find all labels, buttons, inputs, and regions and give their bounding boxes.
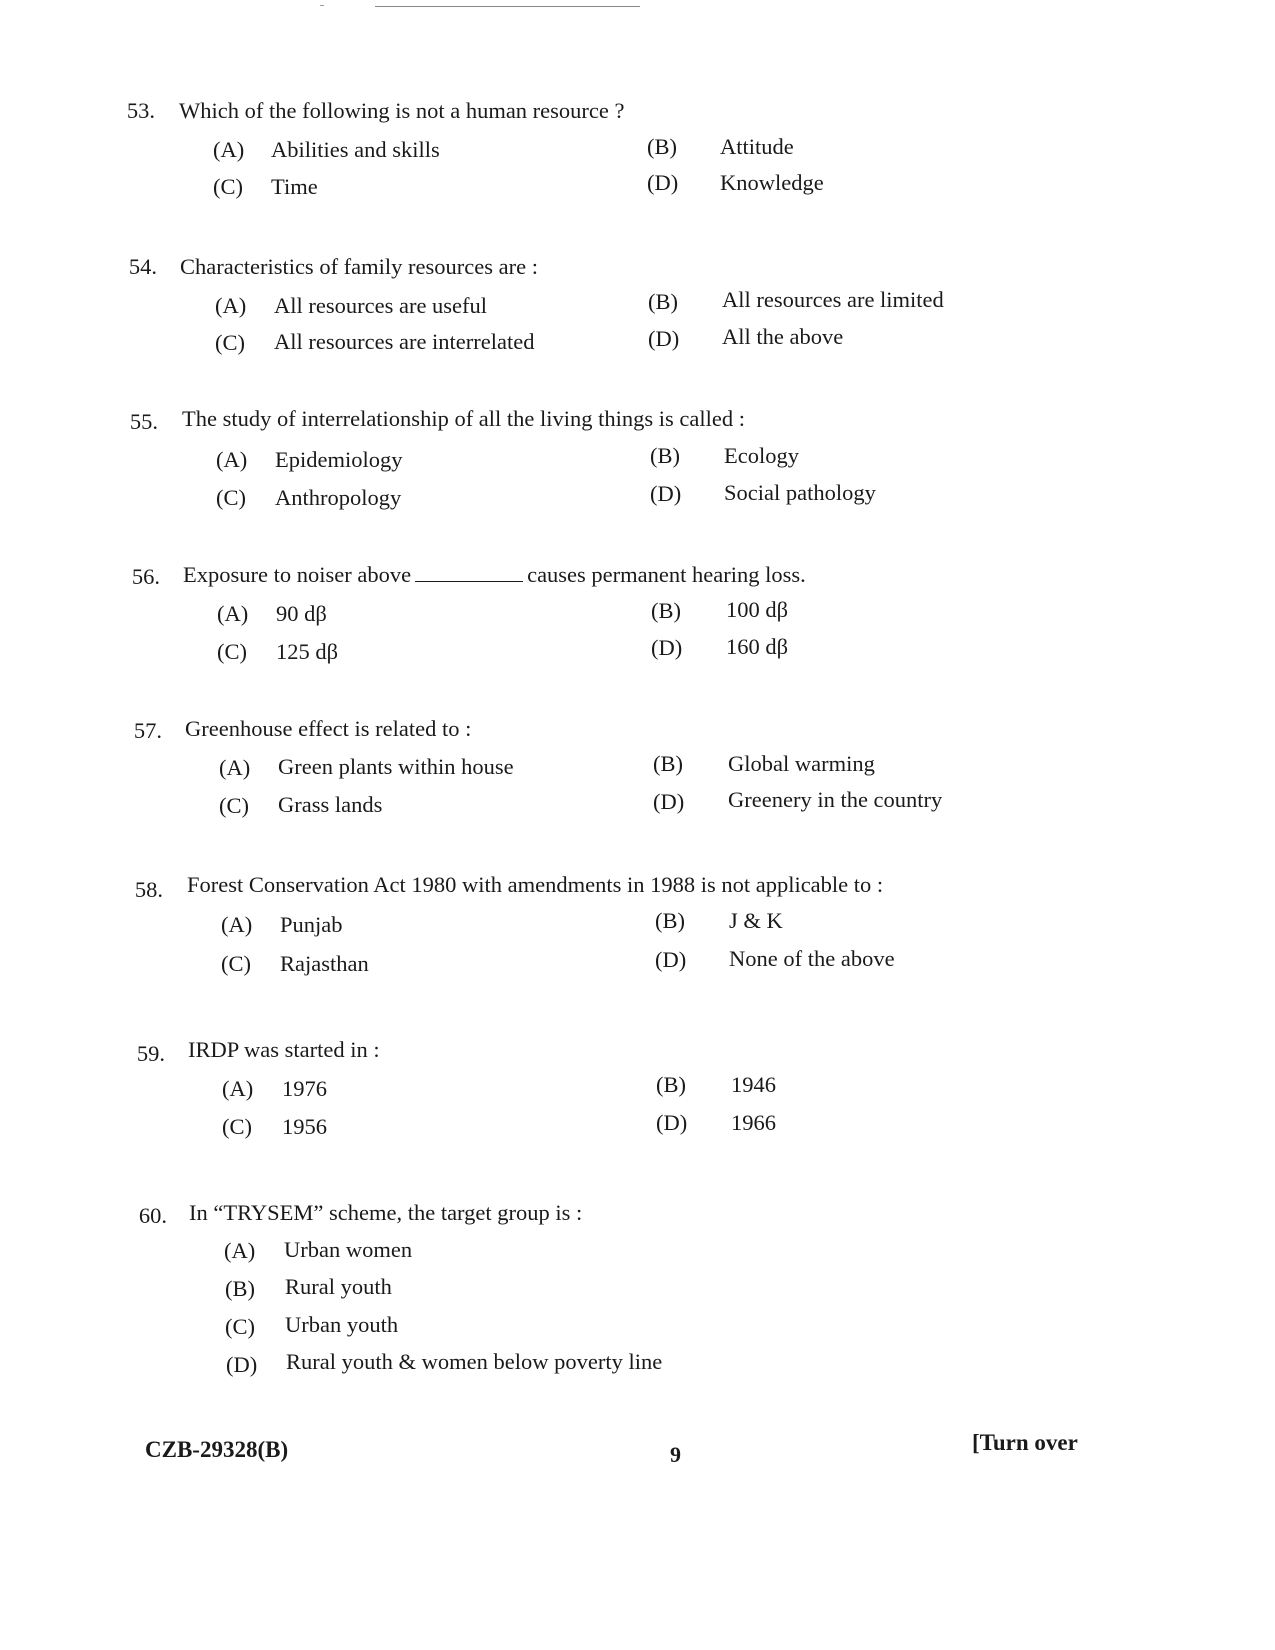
scan-mark bbox=[320, 5, 324, 6]
option-text-a: 90 dβ bbox=[276, 601, 327, 626]
question-number: 56. bbox=[131, 564, 160, 589]
question-number: 53. bbox=[126, 98, 155, 123]
question-text: The study of interrelationship of all the living things is called : bbox=[182, 406, 746, 431]
option-letter-b: (B) bbox=[656, 1072, 686, 1097]
option-letter-a: (A) bbox=[217, 601, 249, 626]
question-number: 55. bbox=[129, 409, 158, 434]
option-letter-c: (C) bbox=[217, 639, 247, 664]
question-text-after-blank: causes permanent hearing loss. bbox=[527, 562, 806, 587]
option-letter-a: (A) bbox=[222, 1076, 254, 1101]
question-text: IRDP was started in : bbox=[188, 1037, 380, 1062]
option-letter-c: (C) bbox=[222, 1114, 252, 1139]
option-text-d: Greenery in the country bbox=[728, 787, 943, 812]
option-text-b: 1946 bbox=[731, 1072, 776, 1097]
option-letter-b: (B) bbox=[648, 289, 678, 314]
option-text-b: J & K bbox=[729, 908, 783, 933]
paper-code: CZB-29328(B) bbox=[145, 1437, 289, 1462]
option-letter-d: (D) bbox=[647, 170, 679, 195]
option-letter-c: (C) bbox=[213, 174, 243, 199]
option-text-c: Urban youth bbox=[285, 1312, 399, 1337]
option-text-d: None of the above bbox=[729, 946, 895, 971]
question-number: 58. bbox=[134, 877, 163, 902]
option-text-d: Rural youth & women below poverty line bbox=[286, 1349, 663, 1374]
question-text: Forest Conservation Act 1980 with amendments in 1988 is not applicable to : bbox=[187, 872, 884, 897]
option-letter-d: (D) bbox=[655, 947, 687, 972]
option-text-d: 1966 bbox=[731, 1110, 776, 1135]
option-text-c: Grass lands bbox=[278, 792, 383, 817]
option-letter-a: (A) bbox=[224, 1238, 256, 1263]
option-letter-c: (C) bbox=[219, 793, 249, 818]
question-text: Which of the following is not a human resource ? bbox=[179, 98, 625, 123]
option-text-d: Social pathology bbox=[724, 480, 876, 505]
answer-blank bbox=[415, 567, 523, 582]
option-text-c: 125 dβ bbox=[276, 639, 339, 664]
option-text-d: Knowledge bbox=[720, 170, 824, 195]
option-text-c: Time bbox=[271, 174, 318, 199]
option-letter-b: (B) bbox=[653, 751, 683, 776]
turn-over-note: [Turn over bbox=[972, 1430, 1078, 1455]
question-number: 59. bbox=[136, 1041, 165, 1066]
option-text-c: All resources are interrelated bbox=[274, 329, 535, 354]
option-letter-a: (A) bbox=[216, 447, 248, 472]
option-letter-c: (C) bbox=[215, 330, 245, 355]
option-text-a: All resources are useful bbox=[274, 293, 488, 318]
option-text-c: Rajasthan bbox=[280, 951, 369, 976]
option-letter-b: (B) bbox=[651, 598, 681, 623]
option-text-d: 160 dβ bbox=[726, 634, 789, 659]
option-letter-d: (D) bbox=[650, 481, 682, 506]
option-letter-d: (D) bbox=[653, 789, 685, 814]
question-text bbox=[183, 564, 806, 587]
option-text-a: Urban women bbox=[284, 1237, 413, 1262]
question-text: Characteristics of family resources are : bbox=[180, 254, 538, 279]
question-number: 60. bbox=[138, 1203, 167, 1228]
option-text-a: 1976 bbox=[282, 1076, 327, 1101]
option-text-b: Ecology bbox=[724, 443, 799, 468]
option-letter-a: (A) bbox=[215, 293, 247, 318]
option-text-b: All resources are limited bbox=[722, 287, 944, 312]
option-text-c: Anthropology bbox=[275, 485, 402, 510]
option-text-c: 1956 bbox=[282, 1114, 327, 1139]
option-letter-c: (C) bbox=[221, 951, 251, 976]
option-text-b: 100 dβ bbox=[726, 597, 789, 622]
option-letter-b: (B) bbox=[225, 1276, 255, 1301]
option-letter-b: (B) bbox=[647, 134, 677, 159]
question-text: Greenhouse effect is related to : bbox=[185, 716, 472, 741]
option-text-b: Global warming bbox=[728, 751, 875, 776]
option-letter-d: (D) bbox=[648, 326, 680, 351]
option-text-b: Attitude bbox=[720, 134, 794, 159]
option-letter-a: (A) bbox=[213, 137, 245, 162]
option-letter-c: (C) bbox=[225, 1314, 255, 1339]
option-text-b: Rural youth bbox=[285, 1274, 392, 1299]
option-text-a: Punjab bbox=[280, 912, 343, 937]
option-letter-b: (B) bbox=[650, 443, 680, 468]
option-letter-a: (A) bbox=[221, 912, 253, 937]
option-letter-d: (D) bbox=[651, 635, 683, 660]
option-text-a: Green plants within house bbox=[278, 754, 514, 779]
question-text: In “TRYSEM” scheme, the target group is : bbox=[189, 1200, 583, 1225]
option-text-a: Abilities and skills bbox=[271, 137, 440, 162]
question-text-before-blank: Exposure to noiser above bbox=[183, 562, 412, 587]
option-text-d: All the above bbox=[722, 324, 844, 349]
option-text-a: Epidemiology bbox=[275, 447, 403, 472]
question-number: 57. bbox=[133, 718, 162, 743]
option-letter-d: (D) bbox=[226, 1352, 258, 1377]
option-letter-d: (D) bbox=[656, 1110, 688, 1135]
option-letter-a: (A) bbox=[219, 755, 251, 780]
option-letter-c: (C) bbox=[216, 485, 246, 510]
option-letter-b: (B) bbox=[655, 908, 685, 933]
top-rule bbox=[375, 6, 640, 7]
page-number: 9 bbox=[670, 1442, 681, 1467]
question-number: 54. bbox=[128, 254, 157, 279]
